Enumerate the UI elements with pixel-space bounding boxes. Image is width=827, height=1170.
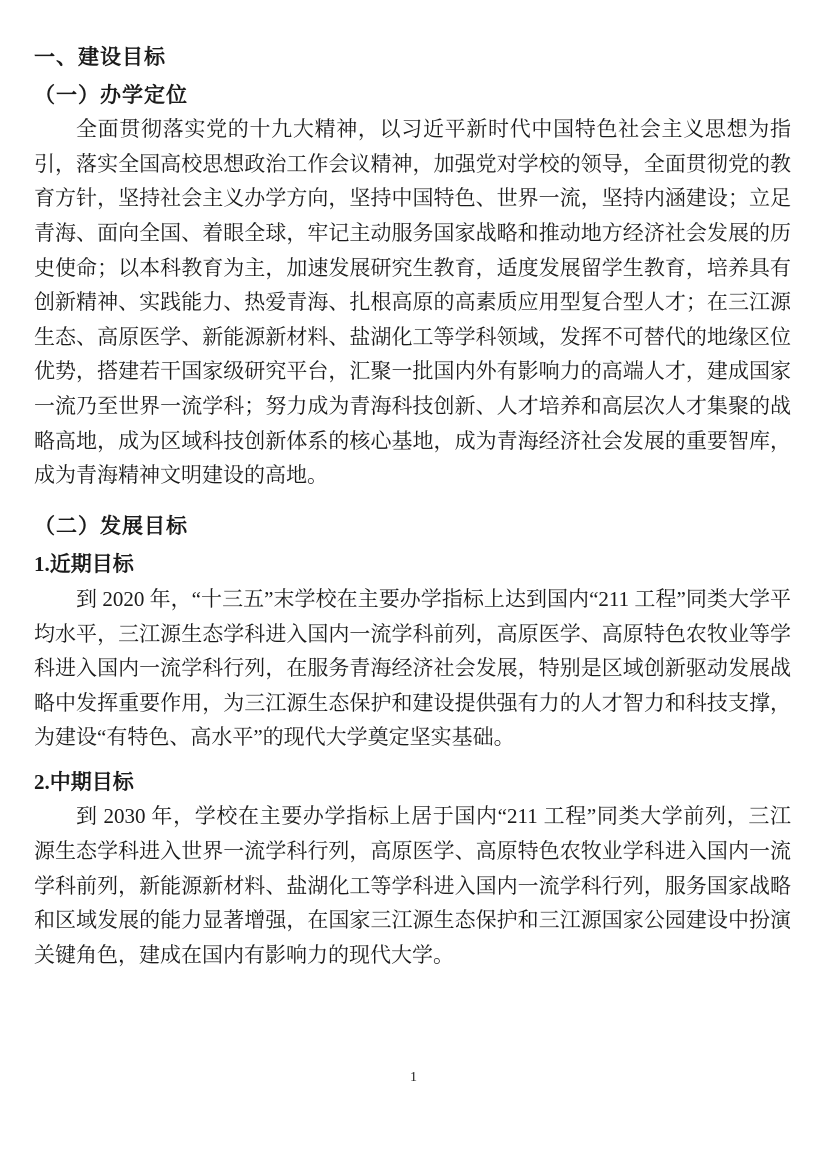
near-term-goal-heading: 1.近期目标 [34, 552, 134, 577]
subsection1-paragraph: 全面贯彻落实党的十九大精神，以习近平新时代中国特色社会主义思想为指引，落实全国高校思想政治工作会议精神，加强党对学校的领导，全面贯彻党的教育方针，坚持社会主义办学方向，坚持中国特色、世界一流，坚持内涵建设；立足青海、面向全国、着眼全球，牢记主动服务国家战略和推动地方经济社会发展的历史使命；以本科教育为主，加速发展研究生教育，适度发展留学生教育，培养具有创新精神、实践能力、热爱青海、扎根高原的高素质应用型复合型人才；在三江源生态、高原医学、新能源新材料、盐湖化工等学科领域，发挥不可替代的地缘区位优势，搭建若干国家级研究平台，汇聚一批国内外有影响力的高端人才，建成国家一流乃至世界一流学科；努力成为青海科技创新、人才培养和高层次人才集聚的战略高地，成为区域科技创新体系的核心基地，成为青海经济社会发展的重要智库，成为青海精神文明建设的高地。 [34, 117, 791, 488]
subsection1-heading: （一）办学定位 [34, 82, 188, 107]
subsection2-heading: （二）发展目标 [34, 513, 188, 538]
near-term-goal-paragraph: 到 2020 年，“十三五”末学校在主要办学指标上达到国内“211 工程”同类大学平均水平，三江源生态学科进入国内一流学科前列，高原医学、高原特色农牧业等学科进入国内一流学科行列，在服务青海经济社会发展，特别是区域创新驱动发展战略中发挥重要作用，为三江源生态保护和建设提供强有力的人才智力和科技支撑，为建设“有特色、高水平”的现代大学奠定坚实基础。 [34, 586, 791, 750]
mid-term-goal-paragraph: 到 2030 年，学校在主要办学指标上居于国内“211 工程”同类大学前列，三江源生态学科进入世界一流学科行列，高原医学、高原特色农牧业学科进入国内一流学科前列，新能源新材料、盐湖化工等学科进入国内一流学科行列，服务国家战略和区域发展的能力显著增强，在国家三江源生态保护和三江源国家公园建设中扮演关键角色，建成在国内有影响力的现代大学。 [34, 804, 791, 967]
main-heading: 一、建设目标 [34, 45, 166, 69]
mid-term-goal-heading: 2.中期目标 [34, 769, 134, 794]
page-number: 1 [410, 1070, 417, 1085]
